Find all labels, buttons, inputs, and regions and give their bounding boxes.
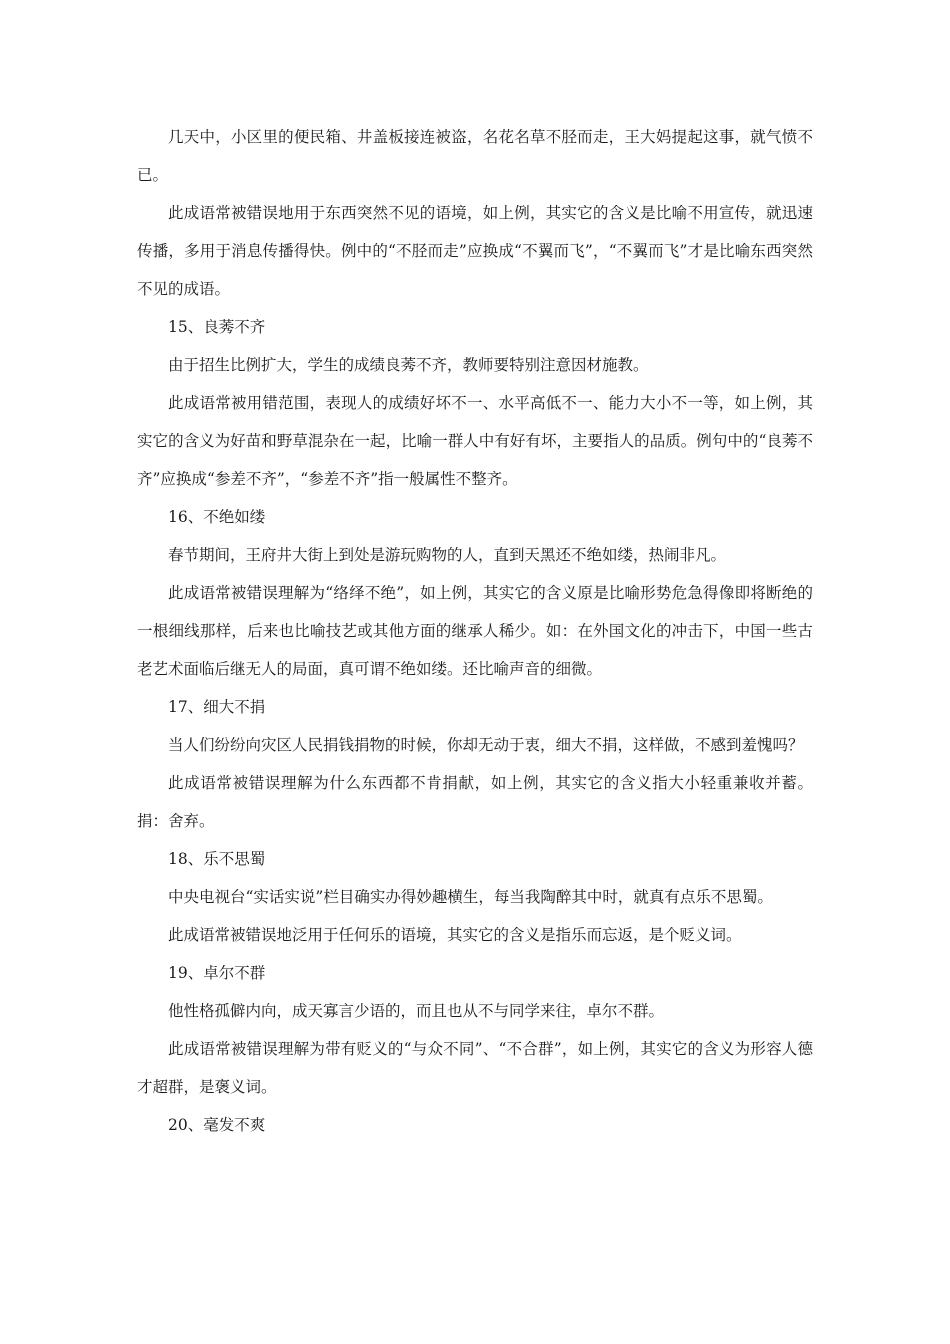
paragraph: 此成语常被用错范围，表现人的成绩好坏不一、水平高低不一、能力大小不一等，如上例，其实它的含义为好苗和野草混杂在一起，比喻一群人中有好有坏，主要指人的品质。例句中的“良莠不齐”应换成“参差不齐”，“参差不齐”指一般属性不整齐。 xyxy=(137,394,813,488)
paragraph: 由于招生比例扩大，学生的成绩良莠不齐，教师要特别注意因材施教。 xyxy=(168,356,649,374)
section-heading: 16、不绝如缕 xyxy=(168,508,266,526)
section-heading: 19、卓尔不群 xyxy=(168,964,266,982)
paragraph: 此成语常被错误理解为“络绎不绝”，如上例，其实它的含义原是比喻形势危急得像即将断绝的一根细线那样，后来也比喻技艺或其他方面的继承人稀少。如：在外国文化的冲击下，中国一些古老艺术面临后继无人的局面，真可谓不绝如缕。还比喻声音的细微。 xyxy=(137,584,813,678)
section-heading: 18、乐不思蜀 xyxy=(168,850,266,868)
document-body xyxy=(137,118,813,1144)
paragraph: 几天中，小区里的便民箱、井盖板接连被盗，名花名草不胫而走，王大妈提起这事，就气愤不已。 xyxy=(137,128,813,184)
paragraph: 中央电视台“实话实说”栏目确实办得妙趣横生，每当我陶醉其中时，就真有点乐不思蜀。 xyxy=(168,888,773,906)
paragraph: 此成语常被错误理解为带有贬义的“与众不同”、“不合群”，如上例，其实它的含义为形容人德才超群，是褒义词。 xyxy=(137,1040,813,1096)
section-heading: 17、细大不捐 xyxy=(168,698,266,716)
paragraph: 春节期间，王府井大街上到处是游玩购物的人，直到天黑还不绝如缕，热闹非凡。 xyxy=(168,546,727,564)
paragraph: 此成语常被错误地泛用于任何乐的语境，其实它的含义是指乐而忘返，是个贬义词。 xyxy=(168,926,742,944)
section-heading: 20、毫发不爽 xyxy=(168,1116,266,1134)
paragraph: 此成语常被错误地用于东西突然不见的语境，如上例，其实它的含义是比喻不用宣传，就迅速传播，多用于消息传播得快。例中的“不胫而走”应换成“不翼而飞”，“不翼而飞”才是比喻东西突然不见的成语。 xyxy=(137,204,813,298)
paragraph: 此成语常被错误理解为什么东西都不肯捐献，如上例，其实它的含义指大小轻重兼收并蓄。捐：舍弃。 xyxy=(137,774,813,830)
paragraph: 他性格孤僻内向，成天寡言少语的，而且也从不与同学来往，卓尔不群。 xyxy=(168,1002,665,1020)
paragraph: 当人们纷纷向灾区人民捐钱捐物的时候，你却无动于衷，细大不捐，这样做，不感到羞愧吗？ xyxy=(168,736,804,754)
section-heading: 15、良莠不齐 xyxy=(168,318,266,336)
